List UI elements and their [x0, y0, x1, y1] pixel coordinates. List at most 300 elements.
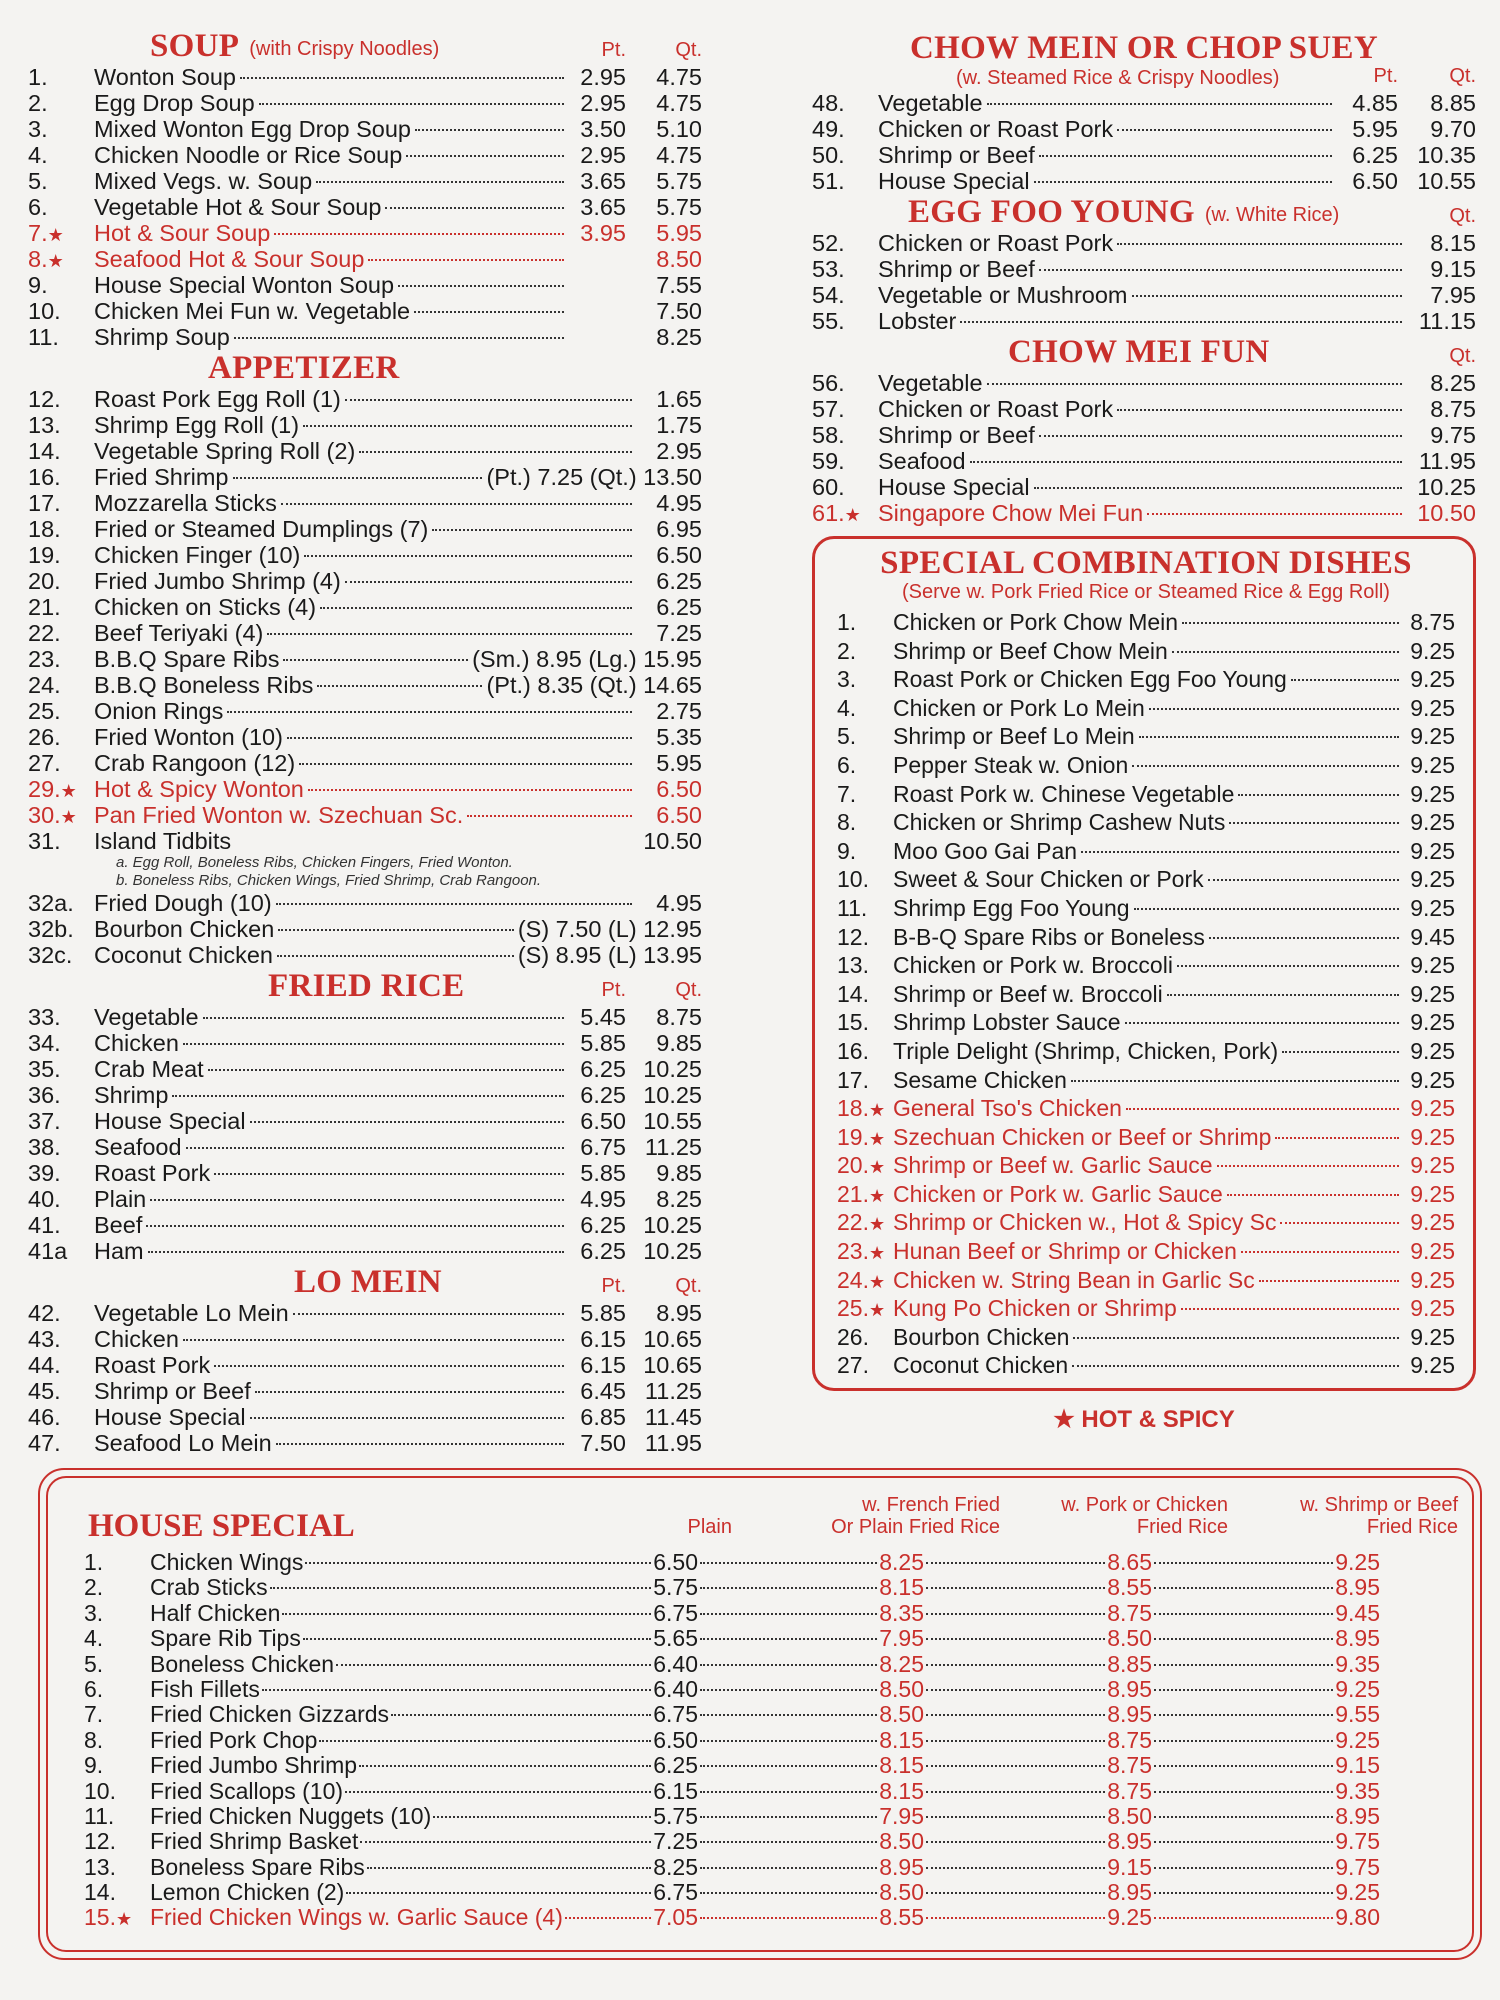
item-price: (S) 8.95 (L) 13.95	[517, 942, 702, 968]
item-number	[837, 637, 893, 666]
item-number	[28, 750, 94, 776]
item-name: Fried Jumbo Shrimp (4)	[94, 568, 341, 594]
dot-leader	[1154, 1562, 1333, 1564]
menu-item-row	[28, 724, 702, 750]
item-number	[28, 646, 94, 672]
dot-leader	[336, 1664, 651, 1666]
price-pork-chicken-rice-cell	[924, 1626, 1152, 1651]
item-price-pint: 4.85	[1352, 90, 1398, 116]
name-and-plain	[150, 1855, 698, 1880]
item-name: B-B-Q Spare Ribs or Boneless	[893, 923, 1205, 950]
section-header-fried-rice	[28, 968, 702, 1004]
item-number	[812, 474, 878, 500]
item-name: Ham	[94, 1238, 144, 1264]
item-number-text: 7.	[28, 220, 48, 246]
item-number	[84, 1575, 150, 1600]
hot-star-icon: ★	[868, 1300, 886, 1321]
item-name: B.B.Q Boneless Ribs	[94, 672, 314, 698]
dot-leader	[146, 1225, 564, 1227]
item-name: Fish Fillets	[150, 1675, 260, 1702]
col-french-line1: w. French Fried	[862, 1494, 1000, 1516]
dot-leader	[359, 1765, 651, 1767]
item-number-text: 19.	[28, 542, 61, 568]
item-number	[28, 776, 94, 804]
item-number	[28, 594, 94, 620]
price-shrimp-beef-rice-cell	[1152, 1652, 1380, 1677]
item-number-text: 48.	[812, 90, 845, 116]
dot-leader	[270, 1587, 652, 1589]
item-number-text: 26.	[28, 724, 61, 750]
combo-item-row	[837, 608, 1455, 637]
menu-item-row	[28, 698, 702, 724]
menu-item-row	[28, 1186, 702, 1212]
menu-item-row	[28, 438, 702, 464]
item-price: 9.25	[1410, 1266, 1455, 1293]
dot-leader	[1034, 181, 1332, 183]
price-plain: 6.25	[653, 1752, 698, 1779]
combo-item-row	[837, 894, 1455, 923]
name-and-plain	[150, 1728, 698, 1753]
item-number-text: 5.	[837, 723, 857, 750]
item-number-text: 41.	[28, 1212, 61, 1238]
price-french-fried-cell	[698, 1728, 924, 1753]
dot-leader	[345, 581, 632, 583]
item-number	[837, 780, 893, 809]
dot-leader	[368, 259, 564, 261]
dot-leader	[1259, 1280, 1399, 1282]
item-price: 8.50	[656, 246, 702, 272]
item-price-pint: 6.15	[580, 1352, 626, 1378]
item-number	[28, 890, 94, 916]
item-name: Chicken or Roast Pork	[878, 396, 1114, 422]
item-number	[84, 1728, 150, 1753]
item-number-text: 40.	[28, 1186, 61, 1212]
combo-item-row	[837, 1351, 1455, 1380]
item-number	[837, 1323, 893, 1352]
item-name: Vegetable Lo Mein	[94, 1300, 289, 1326]
section-title: CHOW MEIN OR CHOP SUEY	[909, 30, 1379, 66]
dot-leader	[391, 1714, 651, 1716]
item-price-pint: 6.25	[1352, 142, 1398, 168]
price-shrimp-beef-rice: 8.95	[1335, 1574, 1380, 1601]
item-price: 9.25	[1410, 723, 1455, 750]
item-number	[28, 672, 94, 698]
item-price: 11.95	[644, 1430, 702, 1456]
item-price: 8.25	[1430, 370, 1476, 396]
dot-leader	[1071, 1080, 1399, 1082]
combo-item-row	[837, 865, 1455, 894]
item-price-pint: 3.65	[580, 168, 626, 194]
item-price-pint: 5.85	[580, 1030, 626, 1056]
item-number	[84, 1829, 150, 1854]
menu-item-row	[28, 646, 702, 672]
item-number-text: 35.	[28, 1056, 61, 1082]
menu-item-row	[28, 942, 702, 968]
item-price-pint: 6.85	[580, 1404, 626, 1430]
item-price: 10.25	[643, 1238, 702, 1264]
price-pork-chicken-rice-cell	[924, 1575, 1152, 1600]
item-price: 10.25	[643, 1212, 702, 1238]
menu-item-row	[28, 1212, 702, 1238]
item-name: Roast Pork w. Chinese Vegetable	[893, 780, 1235, 807]
item-price: 9.70	[1430, 116, 1476, 142]
item-number	[28, 916, 94, 942]
item-price-pint: 5.85	[580, 1160, 626, 1186]
item-name: Boneless Spare Ribs	[150, 1853, 365, 1880]
item-number	[28, 1134, 94, 1160]
dot-leader	[183, 1339, 564, 1341]
item-price: 4.75	[656, 142, 702, 168]
item-number	[28, 1186, 94, 1212]
menu-item-row	[28, 1238, 702, 1264]
menu-item-row	[28, 168, 702, 194]
item-price-pint: 3.95	[580, 220, 626, 246]
item-name: Fried Chicken Nuggets (10)	[150, 1802, 432, 1829]
item-number-text: 34.	[28, 1030, 61, 1056]
combo-item-row	[837, 780, 1455, 809]
dot-leader	[360, 1841, 651, 1843]
price-french-fried: 7.95	[879, 1802, 924, 1829]
item-price: 6.25	[656, 568, 702, 594]
item-number	[812, 256, 878, 282]
item-name: Fried Scallops (10)	[150, 1777, 344, 1804]
item-number-text: 16.	[28, 464, 61, 490]
dot-leader	[1217, 1165, 1399, 1167]
dot-leader	[926, 1765, 1105, 1767]
item-price-pint: 2.95	[580, 64, 626, 90]
item-name: Mixed Vegs. w. Soup	[94, 168, 313, 194]
price-shrimp-beef-rice: 9.25	[1335, 1726, 1380, 1753]
item-number-text: 24.	[837, 1266, 869, 1293]
price-pork-chicken-rice-cell	[924, 1702, 1152, 1727]
menu-item-row	[28, 412, 702, 438]
item-number	[837, 1266, 893, 1297]
hot-star-icon: ★	[868, 1157, 886, 1178]
item-price: 10.65	[643, 1352, 702, 1378]
item-number	[84, 1804, 150, 1829]
dot-leader	[700, 1613, 877, 1615]
item-name: Roast Pork Egg Roll (1)	[94, 386, 341, 412]
item-name: House Special	[94, 1108, 246, 1134]
item-number-text: 8.	[837, 809, 857, 836]
item-number	[837, 1151, 893, 1182]
hot-star-icon: ★	[868, 1128, 886, 1149]
price-french-fried: 8.15	[879, 1752, 924, 1779]
item-number-text: 23.	[28, 646, 61, 672]
name-and-plain	[150, 1652, 698, 1677]
menu-item-row	[28, 1404, 702, 1430]
dot-leader	[1209, 937, 1399, 939]
item-name: Pan Fried Wonton w. Szechuan Sc.	[94, 802, 464, 828]
name-and-plain	[150, 1753, 698, 1778]
item-number	[837, 1094, 893, 1125]
item-number-text: 26.	[837, 1323, 869, 1350]
item-name: Chicken	[94, 1326, 179, 1352]
item-number-text: 4.	[84, 1625, 104, 1652]
dot-leader	[1154, 1765, 1333, 1767]
menu-item-row	[28, 464, 702, 490]
item-number	[837, 951, 893, 980]
item-number-text: 13.	[84, 1853, 116, 1880]
item-number-text: 43.	[28, 1326, 61, 1352]
price-french-fried-cell	[698, 1804, 924, 1829]
dot-leader	[1039, 155, 1332, 157]
menu-item-row	[812, 230, 1476, 256]
menu-item-row	[28, 594, 702, 620]
item-price: 8.15	[1430, 230, 1476, 256]
dot-leader	[1073, 1337, 1399, 1339]
house-special-box	[38, 1468, 1482, 1960]
price-french-fried-cell	[698, 1829, 924, 1854]
item-number-text: 59.	[812, 448, 845, 474]
price-french-fried-cell	[698, 1905, 924, 1930]
item-price: 10.25	[643, 1056, 702, 1082]
col-pork-header	[1000, 1494, 1228, 1538]
item-number	[812, 168, 878, 194]
item-name: Hot & Spicy Wonton	[94, 776, 304, 802]
dot-leader	[926, 1740, 1105, 1742]
item-name: Fried Dough (10)	[94, 890, 272, 916]
item-price: 6.50	[656, 802, 702, 828]
menu-item-row	[28, 890, 702, 916]
item-number-text: 22.	[28, 620, 61, 646]
dot-leader	[320, 607, 632, 609]
dot-leader	[1154, 1841, 1333, 1843]
item-price-pint: 5.45	[580, 1004, 626, 1030]
price-shrimp-beef-rice: 9.45	[1335, 1599, 1380, 1626]
item-name: Pepper Steak w. Onion	[893, 751, 1129, 778]
dot-leader	[926, 1892, 1105, 1894]
item-name: Triple Delight (Shrimp, Chicken, Pork)	[893, 1037, 1279, 1064]
item-name: Egg Drop Soup	[94, 90, 255, 116]
item-name: Chicken or Pork w. Broccoli	[893, 952, 1173, 979]
dot-leader	[367, 1867, 651, 1869]
item-number-text: 51.	[812, 168, 845, 194]
item-price-pint: 2.95	[580, 142, 626, 168]
item-number	[28, 438, 94, 464]
item-price: 9.25	[1410, 1009, 1455, 1036]
price-shrimp-beef-rice-cell	[1152, 1829, 1380, 1854]
item-name: Shrimp or Chicken w., Hot & Spicy Sc	[893, 1209, 1277, 1236]
menu-item-row	[812, 168, 1476, 194]
name-and-plain	[150, 1677, 698, 1702]
dot-leader	[385, 207, 564, 209]
item-number	[837, 865, 893, 894]
item-number	[837, 751, 893, 780]
item-number	[812, 308, 878, 334]
price-shrimp-beef-rice-cell	[1152, 1626, 1380, 1651]
item-number	[837, 894, 893, 923]
combo-item-row	[837, 1066, 1455, 1095]
item-number-text: 49.	[812, 116, 845, 142]
item-number	[84, 1550, 150, 1575]
dot-leader	[1154, 1613, 1333, 1615]
dot-leader	[287, 737, 632, 739]
price-shrimp-beef-rice: 9.55	[1335, 1701, 1380, 1728]
menu-item-row	[812, 422, 1476, 448]
combo-item-row	[837, 1151, 1455, 1180]
item-price-pint: 5.95	[1352, 116, 1398, 142]
menu-item-row	[28, 194, 702, 220]
item-number-text: 50.	[812, 142, 845, 168]
col-french-header	[740, 1494, 1000, 1538]
item-name: Chicken Mei Fun w. Vegetable	[94, 298, 411, 324]
quart-header: Qt.	[1449, 345, 1476, 367]
combo-item-row	[837, 1266, 1455, 1295]
item-name: Mozzarella Sticks	[94, 490, 277, 516]
item-number	[84, 1677, 150, 1702]
item-name: Plain	[94, 1186, 147, 1212]
item-name: Chicken Wings	[150, 1549, 304, 1575]
dot-leader	[227, 711, 632, 713]
price-plain: 6.50	[653, 1726, 698, 1753]
dot-leader	[304, 555, 632, 557]
price-pork-chicken-rice: 8.75	[1107, 1599, 1152, 1626]
house-special-row	[84, 1880, 1464, 1905]
dot-leader	[960, 321, 1402, 323]
section-title: FRIED RICE	[268, 968, 465, 1004]
col-shrimp-line1: w. Shrimp or Beef	[1300, 1494, 1458, 1516]
menu-item-row	[812, 396, 1476, 422]
menu-item-row	[28, 90, 702, 116]
item-number	[837, 1123, 893, 1154]
item-number-text: 6.	[84, 1675, 104, 1702]
menu-item-row	[28, 568, 702, 594]
item-name: Crab Meat	[94, 1056, 204, 1082]
item-number	[28, 412, 94, 438]
dot-leader	[1134, 908, 1399, 910]
dot-leader	[1132, 295, 1402, 297]
menu-item-row	[28, 828, 702, 854]
price-plain: 5.75	[653, 1802, 698, 1829]
item-name: Island Tidbits	[94, 828, 232, 854]
dot-leader	[259, 103, 564, 105]
item-name: Fried or Steamed Dumplings (7)	[94, 516, 429, 542]
price-pork-chicken-rice-cell	[924, 1753, 1152, 1778]
quart-header: Qt.	[1449, 65, 1476, 87]
hot-star-icon: ★	[60, 781, 77, 801]
item-price: 11.45	[644, 1404, 702, 1430]
menu-item-row	[28, 246, 702, 272]
item-name: Mixed Wonton Egg Drop Soup	[94, 116, 411, 142]
menu-item-row	[28, 1108, 702, 1134]
dot-leader	[303, 425, 632, 427]
menu-item-row	[28, 142, 702, 168]
dot-leader	[1291, 679, 1399, 681]
name-and-plain	[150, 1880, 698, 1905]
item-name: Chicken or Shrimp Cashew Nuts	[893, 809, 1226, 836]
item-price-pint: 3.50	[580, 116, 626, 142]
item-number-text: 58.	[812, 422, 845, 448]
item-price: 9.25	[1410, 866, 1455, 893]
item-price: 2.75	[656, 698, 702, 724]
price-plain: 7.25	[653, 1828, 698, 1855]
item-number-text: 44.	[28, 1352, 61, 1378]
section-title: APPETIZER	[208, 350, 400, 386]
item-number	[837, 1351, 893, 1380]
price-shrimp-beef-rice: 8.95	[1335, 1625, 1380, 1652]
dot-leader	[926, 1917, 1105, 1919]
menu-item-row	[28, 672, 702, 698]
item-number	[28, 1160, 94, 1186]
item-price: 10.25	[643, 1082, 702, 1108]
menu-item-row	[28, 916, 702, 942]
item-number-text: 31.	[28, 828, 61, 854]
item-number	[837, 808, 893, 837]
item-number-text: 1.	[28, 64, 48, 90]
item-number	[28, 620, 94, 646]
name-and-plain	[150, 1829, 698, 1854]
combo-item-row	[837, 1037, 1455, 1066]
item-name: General Tso's Chicken	[893, 1095, 1122, 1122]
item-name: Szechuan Chicken or Beef or Shrimp	[893, 1123, 1272, 1150]
item-number-text: 56.	[812, 370, 845, 396]
dot-leader	[1229, 822, 1399, 824]
item-number-text: 14.	[84, 1879, 116, 1906]
dot-leader	[234, 337, 564, 339]
price-french-fried-cell	[698, 1626, 924, 1651]
item-number	[84, 1880, 150, 1905]
dot-leader	[1282, 1051, 1399, 1053]
item-price: 9.25	[1410, 1066, 1455, 1093]
item-name: Shrimp or Beef	[878, 256, 1035, 282]
combo-item-row	[837, 1237, 1455, 1266]
dot-leader	[319, 1740, 651, 1742]
section-rows	[28, 386, 702, 968]
price-shrimp-beef-rice: 8.95	[1335, 1802, 1380, 1829]
dot-leader	[250, 1121, 564, 1123]
item-number	[812, 500, 878, 528]
item-number-text: 15.	[837, 1009, 869, 1036]
item-number-text: 27.	[837, 1352, 869, 1379]
dot-leader	[172, 1095, 564, 1097]
section-header-chow-mein	[812, 30, 1476, 66]
quart-header: Qt.	[1449, 205, 1476, 227]
price-french-fried: 8.15	[879, 1777, 924, 1804]
dot-leader	[1154, 1714, 1333, 1716]
section-title: SOUP	[150, 28, 240, 64]
item-note: a. Egg Roll, Boneless Ribs, Chicken Fingers, Fried Wonton.	[116, 854, 513, 871]
item-number-text: 60.	[812, 474, 845, 500]
dot-leader	[276, 903, 632, 905]
section-rows	[812, 230, 1476, 334]
item-name: Shrimp Soup	[94, 324, 230, 350]
item-number-text: 52.	[812, 230, 845, 256]
item-price: 9.25	[1410, 952, 1455, 979]
item-number-text: 11.	[84, 1802, 115, 1829]
item-price: 5.95	[656, 750, 702, 776]
item-number	[28, 724, 94, 750]
price-pork-chicken-rice: 8.95	[1107, 1701, 1152, 1728]
dot-leader	[281, 503, 632, 505]
dot-leader	[1275, 1137, 1399, 1139]
item-price: 11.95	[1418, 448, 1476, 474]
dot-leader	[926, 1791, 1105, 1793]
price-pork-chicken-rice: 8.95	[1107, 1828, 1152, 1855]
item-name: Fried Chicken Gizzards	[150, 1701, 390, 1728]
item-number-text: 9.	[837, 837, 857, 864]
dot-leader	[700, 1562, 877, 1564]
item-number-text: 19.	[837, 1123, 869, 1150]
item-number	[28, 168, 94, 194]
item-number	[812, 90, 878, 116]
item-price-pint: 4.95	[580, 1186, 626, 1212]
item-price: 9.25	[1410, 1180, 1455, 1207]
item-price: 4.95	[656, 490, 702, 516]
price-french-fried: 8.50	[879, 1701, 924, 1728]
item-price: 9.25	[1410, 1323, 1455, 1350]
item-price: 1.65	[656, 386, 702, 412]
